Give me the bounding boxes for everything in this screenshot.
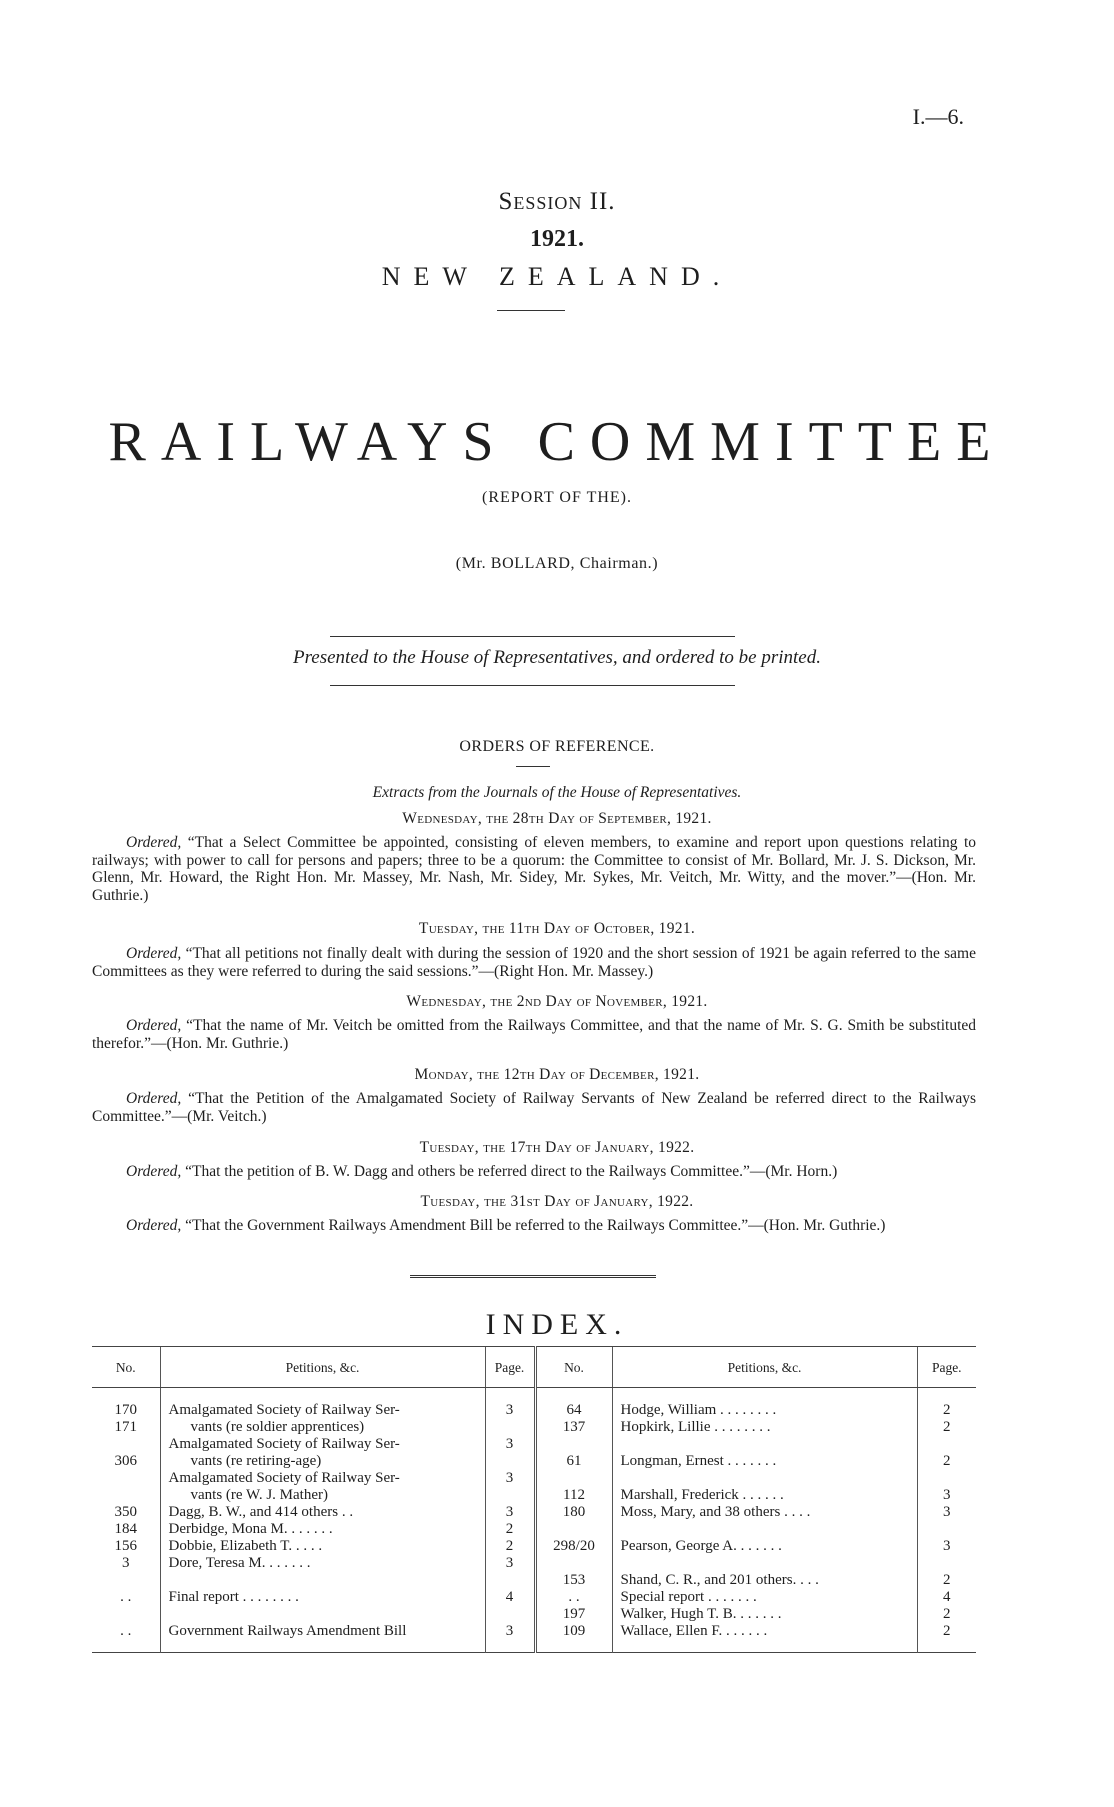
entry-name: Pearson, George A. . . . . . .: [620, 1538, 782, 1554]
entry-page: 2: [943, 1419, 951, 1435]
entry-name: Moss, Mary, and 38 others . . . .: [620, 1504, 811, 1520]
entry-page: 3: [505, 1402, 514, 1418]
entry-page: 2: [943, 1572, 951, 1588]
order-paragraph: [92, 945, 976, 980]
ordered-label: Ordered,: [126, 1017, 182, 1034]
order-text: “That the Government Railways Amendment Bill be referred to the Railways Committee.”—(Hon. Mr. Guthrie.): [185, 1217, 886, 1234]
divider: [330, 636, 735, 637]
order-text: “That all petitions not finally dealt with during the session of 1920 and the short session of 1921 be again referred to the same Committees as they were referred to during the said sessions.”—(Right Hon. Mr. Massey.): [92, 945, 976, 980]
ordered-label: Ordered,: [126, 1217, 182, 1234]
entry-no: 156: [114, 1538, 137, 1554]
presented-note: Presented to the House of Representatives, and ordered to be printed.: [292, 647, 821, 668]
entry-no: 109: [562, 1623, 586, 1639]
entry-page: 3: [943, 1538, 951, 1554]
entry-no: 153: [562, 1572, 586, 1588]
entry-no: 170: [114, 1402, 137, 1418]
index-body-row: [92, 1388, 976, 1653]
order-text: “That the Petition of the Amalgamated Society of Railway Servants of New Zealand be referred direct to the Railways Committee.”—(Mr. Veitch.): [92, 1090, 976, 1125]
order-text: “That the petition of B. W. Dagg and others be referred direct to the Railways Committee.”—(Mr. Horn.): [185, 1163, 838, 1180]
entry-name-cont: vants (re retiring-age): [190, 1453, 322, 1469]
entry-name: Longman, Ernest . . . . . . .: [620, 1453, 777, 1469]
entry-page: 3: [943, 1504, 951, 1520]
entry-name: Amalgamated Society of Railway Ser-: [168, 1402, 400, 1418]
entry-no: 350: [114, 1504, 137, 1520]
entry-name: Shand, C. R., and 201 others. . . .: [620, 1572, 819, 1588]
entry-name-cont: vants (re soldier apprentices): [190, 1419, 365, 1435]
right-page-column: [917, 1388, 976, 1653]
entry-no: 137: [562, 1419, 586, 1435]
entry-page: 2: [505, 1538, 514, 1554]
entry-name: Dagg, B. W., and 414 others . .: [168, 1504, 354, 1520]
extracts-note: Extracts from the Journals of the House of Representatives.: [372, 784, 742, 801]
entry-no: 171: [114, 1419, 137, 1435]
index-header-row: [92, 1347, 976, 1388]
entry-no: 61: [566, 1453, 582, 1469]
entry-page: 3: [505, 1504, 514, 1520]
orders-heading: ORDERS OF REFERENCE.: [459, 738, 655, 755]
ordered-label: Ordered,: [126, 1163, 182, 1180]
report-title: RAILWAYS COMMITTEE: [108, 411, 1006, 473]
col-header-page: Page.: [485, 1347, 535, 1388]
order-date: Tuesday, the 11th Day of October, 1921.: [418, 920, 696, 937]
entry-no: 184: [114, 1521, 137, 1537]
entry-no: 180: [562, 1504, 586, 1520]
entry-name: Marshall, Frederick . . . . . .: [620, 1487, 784, 1503]
entry-name: Hodge, William . . . . . . . .: [620, 1402, 777, 1418]
entry-no: 306: [114, 1453, 137, 1469]
entry-name: Wallace, Ellen F. . . . . . .: [620, 1623, 768, 1639]
entry-page: 3: [943, 1487, 951, 1503]
left-petitions-column: [160, 1388, 485, 1653]
ordered-label: Ordered,: [126, 1090, 182, 1107]
entry-name: Special report . . . . . . .: [620, 1589, 757, 1605]
left-no-column: [92, 1388, 160, 1653]
entry-page: 3: [505, 1436, 514, 1452]
entry-name: Dobbie, Elizabeth T. . . . .: [168, 1538, 323, 1554]
entry-no: . .: [568, 1589, 580, 1605]
index-heading: INDEX.: [485, 1308, 629, 1341]
chairman-label: (Mr. BOLLARD, Chairman.): [455, 555, 659, 572]
entry-no: 112: [563, 1487, 585, 1503]
order-text: “That the name of Mr. Veitch be omitted from the Railways Committee, and that the name of Mr. S. G. Smith be substituted therefor.”—(Hon. Mr. Guthrie.): [92, 1017, 977, 1052]
page-reference: I.—6.: [912, 104, 964, 129]
entry-page: 2: [943, 1606, 951, 1622]
order-paragraph: [92, 1017, 976, 1052]
right-no-column: [535, 1388, 612, 1653]
order-paragraph: [92, 834, 976, 904]
entry-no: 298/20: [553, 1538, 595, 1554]
order-date: Monday, the 12th Day of December, 1921.: [414, 1066, 700, 1083]
order-date: Tuesday, the 31st Day of January, 1922.: [420, 1193, 694, 1210]
entry-page: 4: [943, 1589, 951, 1605]
entry-no: 64: [566, 1402, 582, 1418]
index-table: [92, 1346, 976, 1653]
entry-page: 2: [505, 1521, 514, 1537]
col-header-petitions: Petitions, &c.: [160, 1347, 485, 1388]
year-label: 1921.: [530, 226, 584, 252]
ordered-label: Ordered,: [126, 945, 182, 962]
entry-page: 3: [505, 1555, 514, 1571]
col-header-no: No.: [535, 1347, 612, 1388]
right-petitions-column: [612, 1388, 917, 1653]
order-paragraph: [92, 1217, 976, 1235]
order-date: Wednesday, the 28th Day of September, 1921.: [402, 810, 712, 827]
col-header-page: Page.: [917, 1347, 976, 1388]
entry-name: Final report . . . . . . . .: [168, 1589, 299, 1605]
order-date: Tuesday, the 17th Day of January, 1922.: [419, 1139, 695, 1156]
entry-name: Amalgamated Society of Railway Ser-: [168, 1436, 400, 1452]
entry-name: Dore, Teresa M. . . . . . .: [168, 1555, 311, 1571]
divider: [330, 685, 735, 686]
entry-page: 3: [505, 1470, 514, 1486]
entry-name: Walker, Hugh T. B. . . . . . .: [620, 1606, 782, 1622]
entry-page: 2: [943, 1453, 951, 1469]
report-subtitle: (REPORT OF THE).: [481, 489, 632, 506]
entry-page: 2: [943, 1402, 951, 1418]
divider: [516, 766, 550, 767]
entry-no: . .: [120, 1589, 132, 1605]
entry-page: 3: [505, 1623, 514, 1639]
entry-page: 2: [943, 1623, 951, 1639]
entry-no: 3: [122, 1555, 130, 1571]
divider: [497, 310, 565, 311]
entry-no: . .: [120, 1623, 132, 1639]
order-paragraph: [92, 1163, 976, 1181]
left-page-column: [485, 1388, 535, 1653]
session-label: Session II.: [498, 188, 616, 215]
entry-name: Government Railways Amendment Bill: [168, 1623, 407, 1639]
col-header-no: No.: [92, 1347, 160, 1388]
ordered-label: Ordered,: [126, 834, 182, 851]
entry-no: 197: [562, 1606, 586, 1622]
entry-page: 4: [505, 1589, 514, 1605]
entry-name: Derbidge, Mona M. . . . . . .: [168, 1521, 333, 1537]
col-header-petitions: Petitions, &c.: [612, 1347, 917, 1388]
entry-name-cont: vants (re W. J. Mather): [190, 1487, 328, 1503]
order-date: Wednesday, the 2nd Day of November, 1921.: [406, 993, 708, 1010]
order-paragraph: [92, 1090, 976, 1125]
country-label: NEW ZEALAND.: [381, 262, 733, 291]
order-text: “That a Select Committee be appointed, consisting of eleven members, to examine and report upon questions relating to railways; with power to call for persons and papers; three to be a quorum: the Committee to consist of Mr. Bollard, Mr. J. S. Dickson, Mr. Glenn, Mr. Howard, the Right Hon. Mr. Massey, Mr. Nash, Mr. Sidey, Mr. Sykes, Mr. Veitch, Mr. Witty, and the mover.”—(Hon. Mr. Guthrie.): [92, 834, 976, 904]
entry-name: Amalgamated Society of Railway Ser-: [168, 1470, 400, 1486]
divider: [410, 1275, 656, 1278]
entry-name: Hopkirk, Lillie . . . . . . . .: [620, 1419, 771, 1435]
